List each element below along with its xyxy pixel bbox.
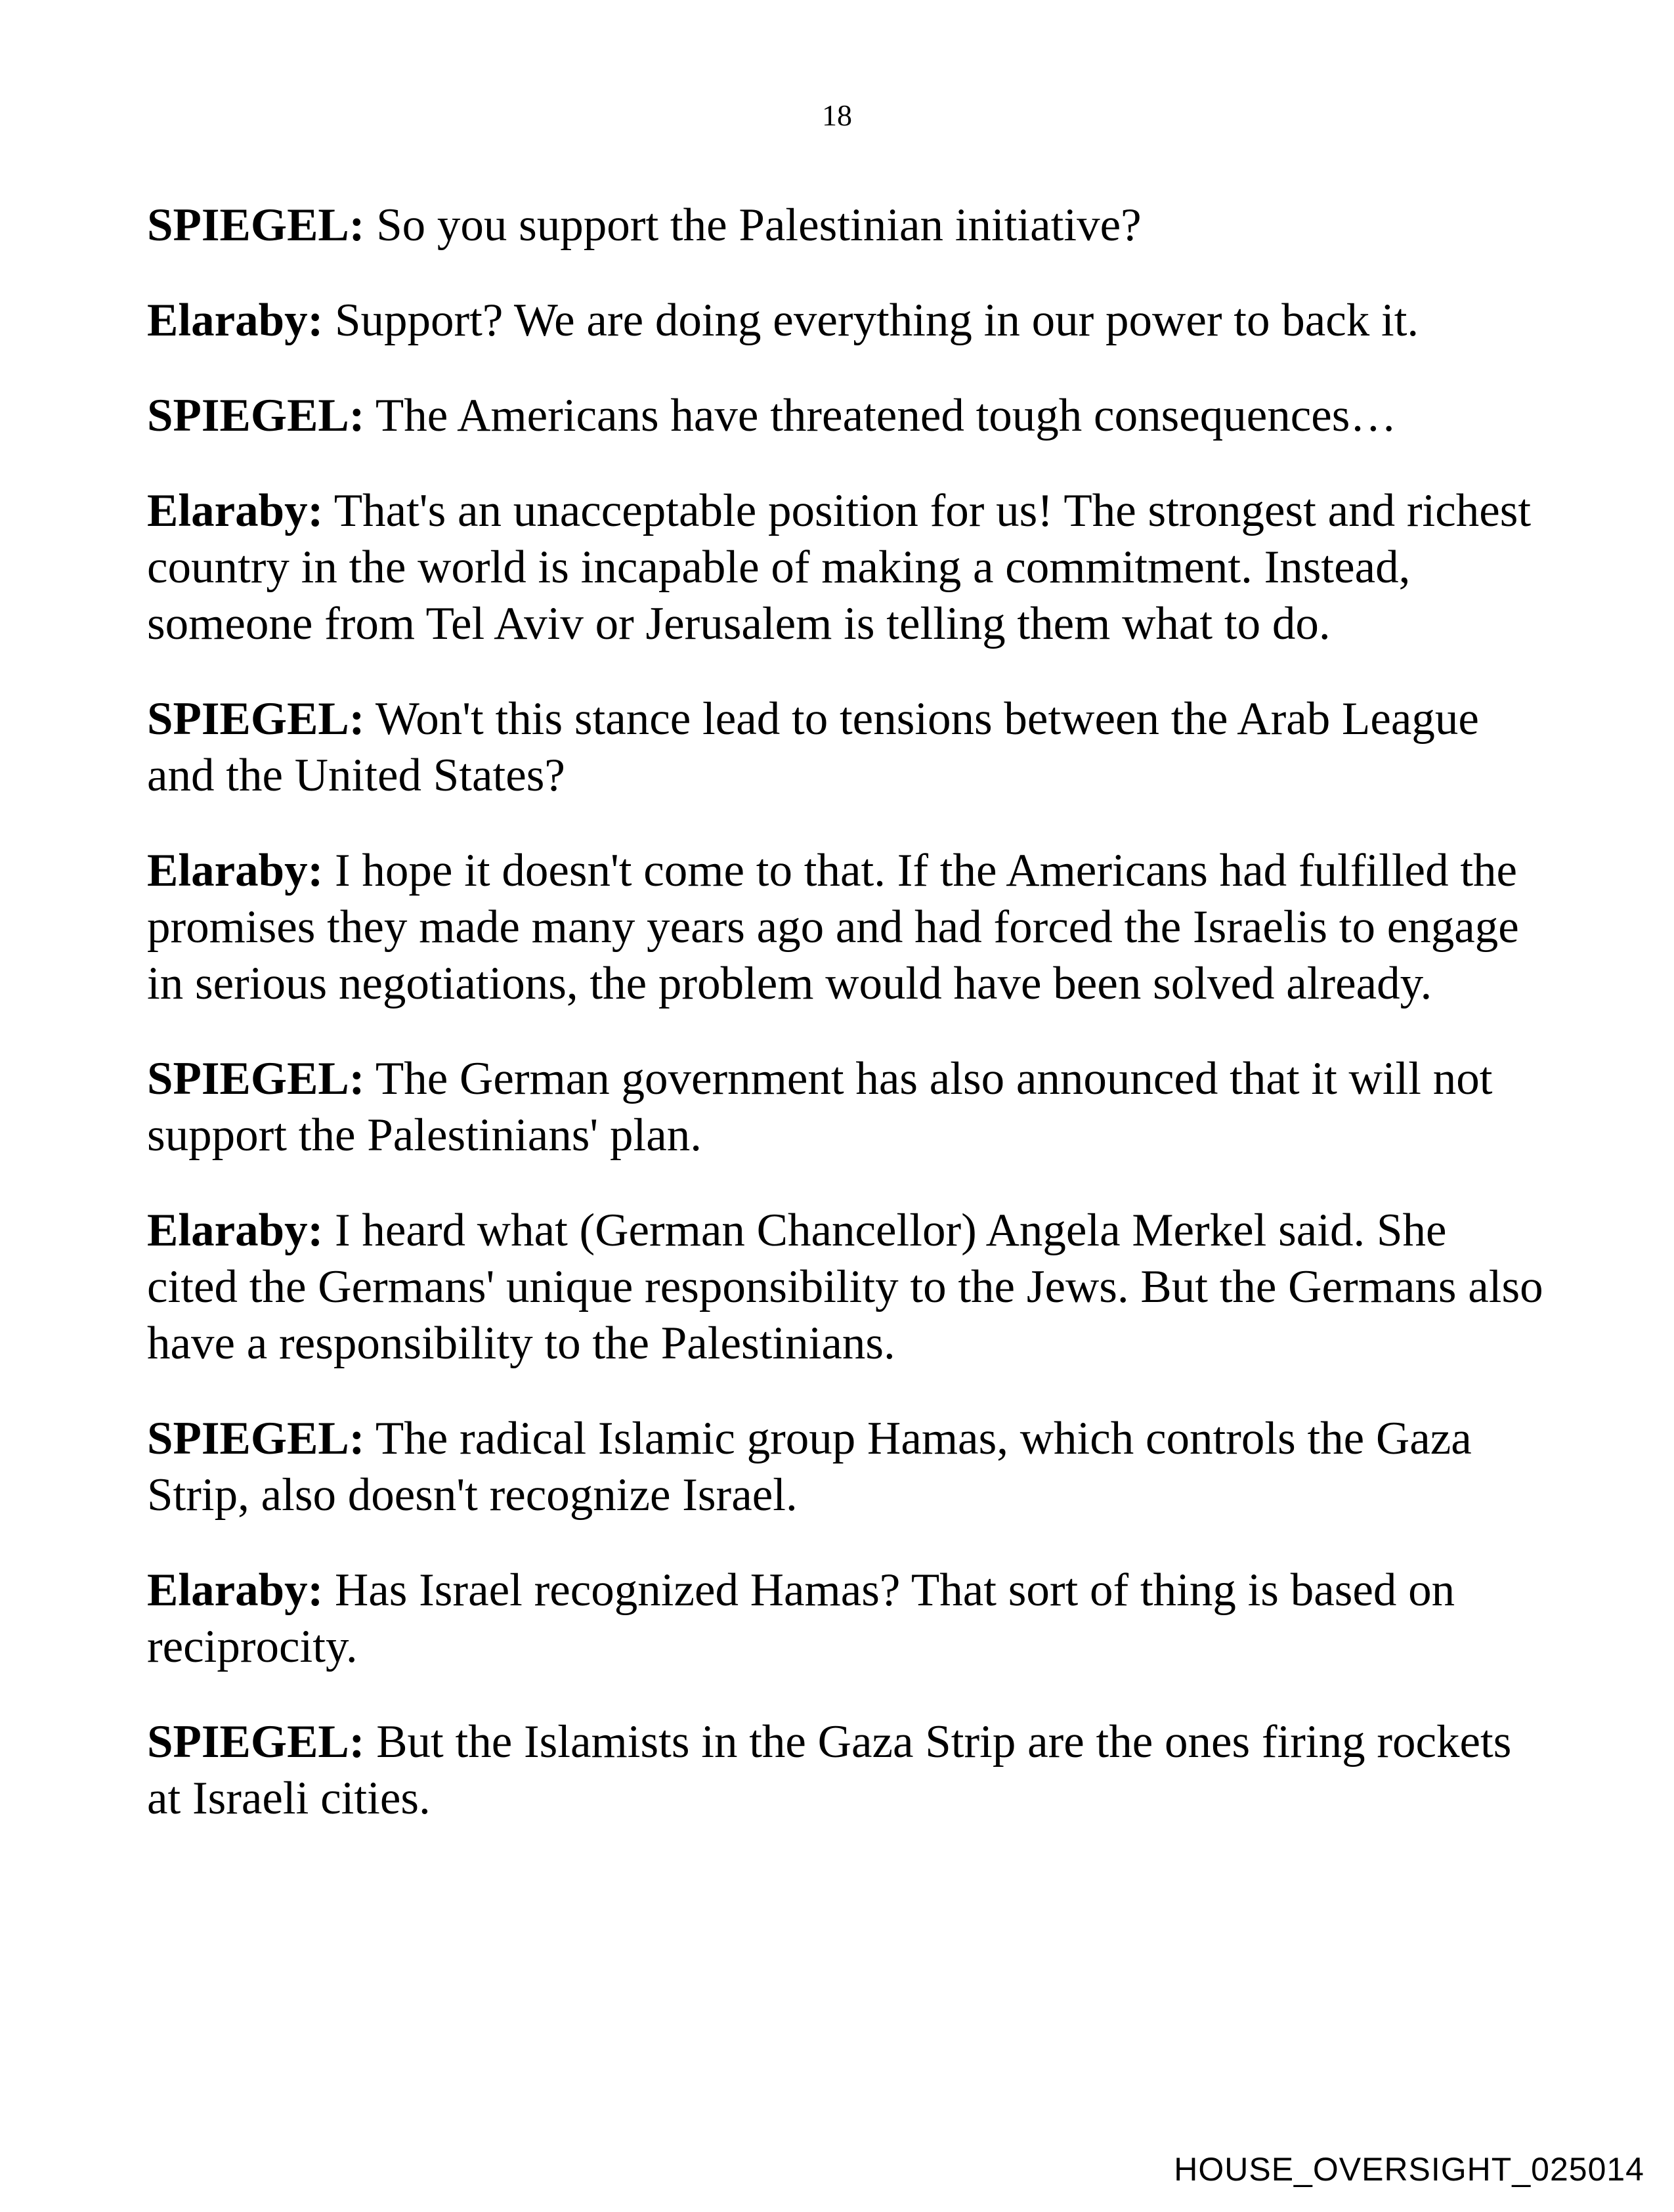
exchange-text: Has Israel recognized Hamas? That sort of thing is based on reciprocity. <box>147 1565 1455 1672</box>
exchange-text: The radical Islamic group Hamas, which controls the Gaza Strip, also doesn't recognize Israel. <box>147 1413 1472 1521</box>
page-number: 18 <box>822 98 852 132</box>
exchange-5 <box>147 691 1545 804</box>
exchange-text: The German government has also announced that it will not support the Palestinians' plan. <box>147 1053 1493 1161</box>
speaker-label: Elaraby: <box>147 485 324 536</box>
exchange-3 <box>147 387 1545 444</box>
exchange-text: That's an unacceptable position for us! The strongest and richest country in the world is incapable of making a commitment. Instead, someone from Tel Aviv or Jerusalem is telling them what to do. <box>147 485 1532 649</box>
speaker-label: SPIEGEL: <box>147 200 365 251</box>
exchange-text: Support? We are doing everything in our power to back it. <box>334 295 1419 346</box>
speaker-label: SPIEGEL: <box>147 1053 365 1104</box>
speaker-label: Elaraby: <box>147 1205 324 1256</box>
speaker-label: Elaraby: <box>147 1565 324 1616</box>
exchange-9 <box>147 1410 1545 1523</box>
speaker-label: SPIEGEL: <box>147 390 365 441</box>
exchange-6 <box>147 842 1545 1012</box>
exchange-8 <box>147 1202 1545 1372</box>
document-id: HOUSE_OVERSIGHT_025014 <box>1174 2151 1644 2188</box>
exchange-text: I heard what (German Chancellor) Angela Merkel said. She cited the Germans' unique responsibility to the Jews. But the Germans also have a responsibility to the Palestinians. <box>147 1205 1543 1369</box>
exchange-7 <box>147 1051 1545 1163</box>
exchange-1 <box>147 197 1545 253</box>
exchange-text: So you support the Palestinian initiative? <box>376 200 1142 251</box>
speaker-label: Elaraby: <box>147 845 324 896</box>
exchange-text: Won't this stance lead to tensions between the Arab League and the United States? <box>147 693 1479 801</box>
speaker-label: SPIEGEL: <box>147 1716 365 1767</box>
speaker-label: Elaraby: <box>147 295 324 346</box>
exchange-text: But the Islamists in the Gaza Strip are the ones firing rockets at Israeli cities. <box>147 1716 1512 1824</box>
speaker-label: SPIEGEL: <box>147 1413 365 1464</box>
exchange-text: The Americans have threatened tough consequences… <box>375 390 1397 441</box>
exchange-text: I hope it doesn't come to that. If the Americans had fulfilled the promises they made many years ago and had forced the Israelis to engage in serious negotiations, the problem would have been solved already. <box>147 845 1519 1009</box>
exchange-2 <box>147 292 1545 349</box>
interview-body <box>147 197 1545 1865</box>
exchange-11 <box>147 1714 1545 1827</box>
speaker-label: SPIEGEL: <box>147 693 365 745</box>
exchange-10 <box>147 1562 1545 1675</box>
exchange-4 <box>147 483 1545 652</box>
